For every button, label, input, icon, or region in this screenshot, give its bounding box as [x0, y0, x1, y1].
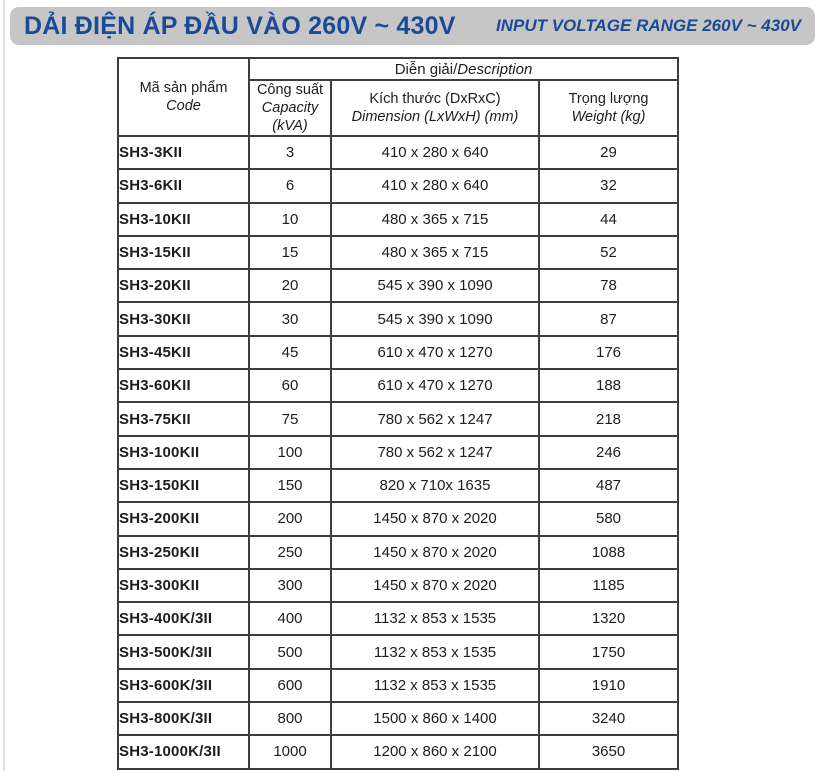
cell-dimension: 1132 x 853 x 1535 [331, 635, 539, 668]
cell-dimension: 780 x 562 x 1247 [331, 402, 539, 435]
table-row [118, 136, 678, 169]
cell-dimension: 480 x 365 x 715 [331, 236, 539, 269]
cell-capacity: 150 [249, 469, 331, 502]
cell-dimension: 410 x 280 x 640 [331, 136, 539, 169]
table-row [118, 336, 678, 369]
cell-code: SH3-20KII [118, 269, 249, 302]
column-header-code [118, 58, 249, 136]
cell-weight: 1320 [539, 602, 678, 635]
cell-dimension: 1132 x 853 x 1535 [331, 669, 539, 702]
scan-edge-line [3, 0, 5, 771]
cell-weight: 1750 [539, 635, 678, 668]
cell-capacity: 500 [249, 635, 331, 668]
cell-capacity: 1000 [249, 735, 331, 768]
cell-code: SH3-400K/3II [118, 602, 249, 635]
cell-capacity: 800 [249, 702, 331, 735]
banner-title-english: INPUT VOLTAGE RANGE 260V ~ 430V [496, 16, 801, 35]
column-header-description [249, 58, 678, 80]
table-row [118, 569, 678, 602]
header-row-top [118, 58, 678, 80]
cell-capacity: 45 [249, 336, 331, 369]
cell-code: SH3-45KII [118, 336, 249, 369]
cell-capacity: 75 [249, 402, 331, 435]
table-row [118, 269, 678, 302]
cell-code: SH3-75KII [118, 402, 249, 435]
cell-weight: 44 [539, 203, 678, 236]
cell-capacity: 60 [249, 369, 331, 402]
column-header-description-en: Description [457, 60, 533, 78]
cell-code: SH3-300KII [118, 569, 249, 602]
table-row [118, 302, 678, 335]
column-header-dimension [331, 80, 539, 136]
cell-weight: 246 [539, 436, 678, 469]
column-header-capacity-en: Capacity (kVA) [261, 100, 319, 134]
table-row [118, 669, 678, 702]
cell-capacity: 10 [249, 203, 331, 236]
cell-dimension: 480 x 365 x 715 [331, 203, 539, 236]
cell-weight: 32 [539, 169, 678, 202]
cell-dimension: 410 x 280 x 640 [331, 169, 539, 202]
cell-capacity: 3 [249, 136, 331, 169]
cell-code: SH3-6KII [118, 169, 249, 202]
cell-capacity: 15 [249, 236, 331, 269]
cell-dimension: 545 x 390 x 1090 [331, 302, 539, 335]
cell-weight: 218 [539, 402, 678, 435]
column-header-description-vi: Diễn giải/ [394, 60, 458, 78]
cell-code: SH3-800K/3II [118, 702, 249, 735]
cell-weight: 78 [539, 269, 678, 302]
cell-dimension: 610 x 470 x 1270 [331, 369, 539, 402]
spec-table-body [118, 136, 678, 769]
cell-weight: 487 [539, 469, 678, 502]
cell-code: SH3-500K/3II [118, 635, 249, 668]
cell-capacity: 300 [249, 569, 331, 602]
column-header-dimension-vi: Kích thước (DxRxC) [369, 91, 501, 107]
table-row [118, 602, 678, 635]
table-row [118, 502, 678, 535]
table-row [118, 735, 678, 768]
cell-code: SH3-60KII [118, 369, 249, 402]
cell-dimension: 1450 x 870 x 2020 [331, 502, 539, 535]
table-row [118, 169, 678, 202]
cell-dimension: 1450 x 870 x 2020 [331, 536, 539, 569]
cell-weight: 52 [539, 236, 678, 269]
cell-dimension: 1200 x 860 x 2100 [331, 735, 539, 768]
cell-dimension: 820 x 710x 1635 [331, 469, 539, 502]
cell-weight: 176 [539, 336, 678, 369]
column-header-dimension-en: Dimension (LxWxH) (mm) [351, 109, 519, 125]
cell-code: SH3-30KII [118, 302, 249, 335]
column-header-code-vi: Mã sản phẩm [139, 80, 228, 96]
cell-capacity: 600 [249, 669, 331, 702]
cell-code: SH3-600K/3II [118, 669, 249, 702]
cell-dimension: 780 x 562 x 1247 [331, 436, 539, 469]
column-header-weight [539, 80, 678, 136]
cell-dimension: 1132 x 853 x 1535 [331, 602, 539, 635]
table-row [118, 402, 678, 435]
cell-code: SH3-250KII [118, 536, 249, 569]
cell-code: SH3-3KII [118, 136, 249, 169]
cell-capacity: 100 [249, 436, 331, 469]
cell-code: SH3-1000K/3II [118, 735, 249, 768]
cell-capacity: 250 [249, 536, 331, 569]
cell-capacity: 200 [249, 502, 331, 535]
table-row [118, 436, 678, 469]
column-header-weight-vi: Trọng lượng [568, 91, 649, 107]
cell-capacity: 20 [249, 269, 331, 302]
cell-dimension: 1450 x 870 x 2020 [331, 569, 539, 602]
column-header-weight-en: Weight (kg) [571, 109, 646, 125]
cell-dimension: 610 x 470 x 1270 [331, 336, 539, 369]
table-row [118, 203, 678, 236]
cell-code: SH3-200KII [118, 502, 249, 535]
cell-code: SH3-10KII [118, 203, 249, 236]
column-header-capacity-vi: Công suất [256, 82, 324, 98]
cell-capacity: 6 [249, 169, 331, 202]
cell-weight: 1088 [539, 536, 678, 569]
cell-capacity: 30 [249, 302, 331, 335]
cell-code: SH3-15KII [118, 236, 249, 269]
spec-table-head [118, 58, 678, 136]
spec-table [117, 57, 679, 770]
cell-weight: 1185 [539, 569, 678, 602]
cell-code: SH3-100KII [118, 436, 249, 469]
table-row [118, 236, 678, 269]
cell-code: SH3-150KII [118, 469, 249, 502]
cell-weight: 3650 [539, 735, 678, 768]
cell-weight: 188 [539, 369, 678, 402]
table-row [118, 469, 678, 502]
table-row [118, 536, 678, 569]
cell-weight: 29 [539, 136, 678, 169]
table-row [118, 369, 678, 402]
cell-weight: 87 [539, 302, 678, 335]
cell-weight: 1910 [539, 669, 678, 702]
cell-weight: 580 [539, 502, 678, 535]
cell-weight: 3240 [539, 702, 678, 735]
header-banner [10, 7, 815, 45]
banner-title-vietnamese: DẢI ĐIỆN ÁP ĐẦU VÀO 260V ~ 430V [24, 11, 456, 40]
cell-dimension: 1500 x 860 x 1400 [331, 702, 539, 735]
table-row [118, 635, 678, 668]
column-header-capacity [249, 80, 331, 136]
table-row [118, 702, 678, 735]
column-header-code-en: Code [166, 98, 201, 114]
cell-capacity: 400 [249, 602, 331, 635]
cell-dimension: 545 x 390 x 1090 [331, 269, 539, 302]
